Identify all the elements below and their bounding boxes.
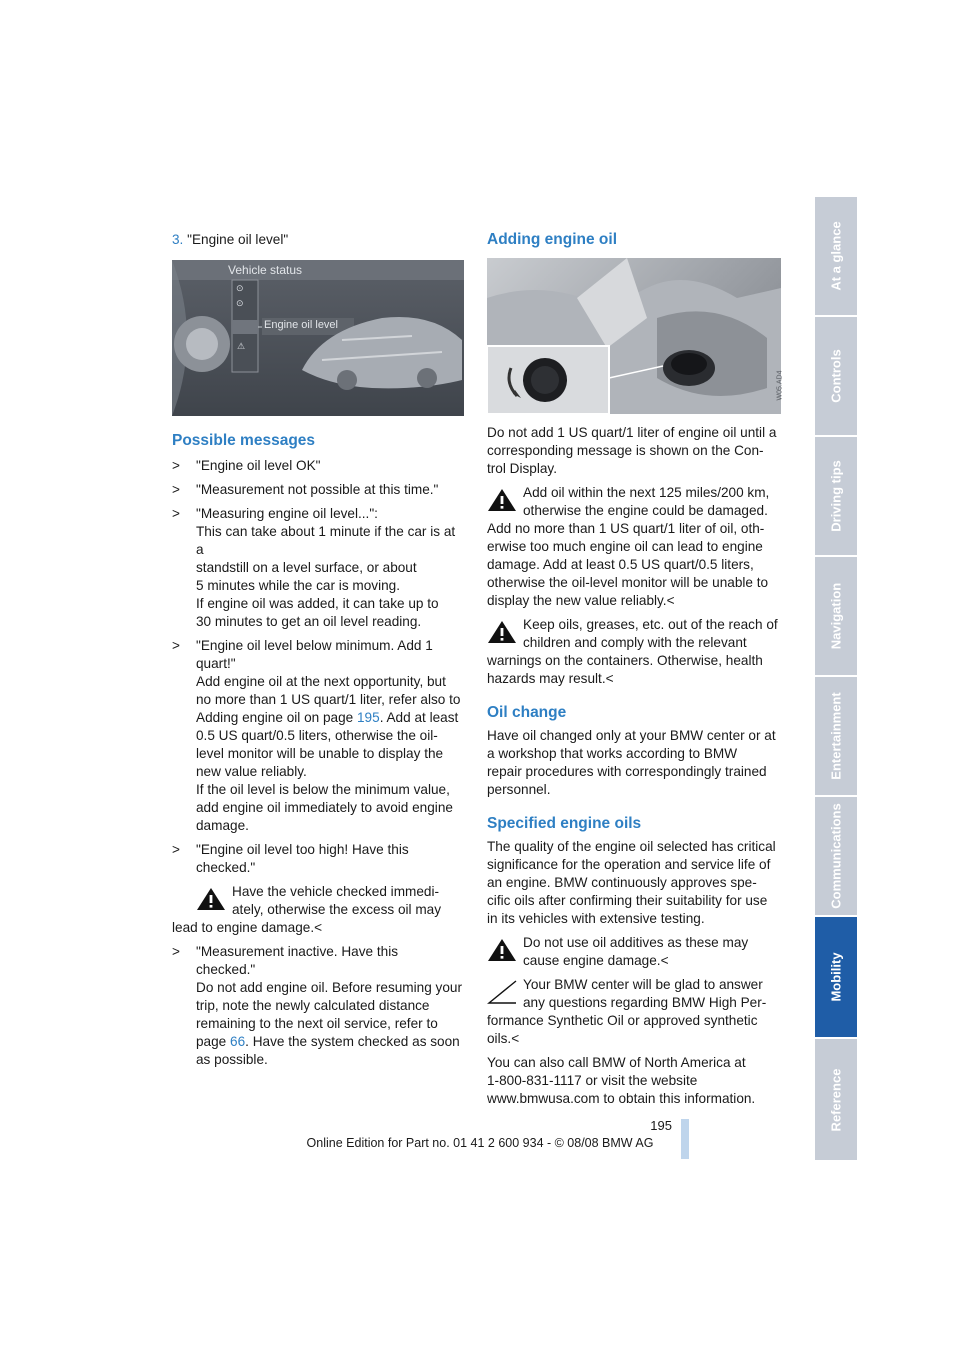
- page-link-66[interactable]: 66: [230, 1034, 246, 1049]
- svg-text:⊙: ⊙: [236, 284, 244, 294]
- body-line: corresponding message is shown on the Con-: [487, 443, 764, 458]
- svg-text:⚠: ⚠: [237, 342, 246, 352]
- message-line: "Measuring engine oil level...":: [196, 506, 378, 521]
- bullet-mark: >: [172, 458, 180, 473]
- tab-label: Driving tips: [828, 460, 844, 532]
- warning-line: [487, 670, 781, 688]
- message-line: trip, note the newly calculated distance: [196, 998, 430, 1013]
- message-item-inactive: [172, 943, 464, 1069]
- tab-driving-tips[interactable]: [815, 437, 857, 557]
- note-text: oils.: [487, 1031, 512, 1046]
- body-line: cific oils after confirming their suitability for use: [487, 893, 768, 908]
- note-line: [487, 1030, 781, 1048]
- message-line: Do not add engine oil. Before resuming your: [196, 980, 462, 995]
- warning-block: [196, 883, 464, 919]
- message-line: add engine oil immediately to avoid engine: [196, 800, 453, 815]
- right-column-body: [487, 424, 781, 1108]
- warning-triangle-icon: [487, 488, 517, 512]
- message-text: . Add at least: [379, 710, 459, 725]
- warning-triangle-icon: [487, 938, 517, 962]
- right-column-header: [487, 231, 781, 249]
- message-item-too-high: [172, 841, 464, 919]
- end-mark: <: [666, 593, 675, 608]
- note-arrow-icon: [487, 980, 517, 1004]
- tab-label: Controls: [828, 349, 844, 403]
- message-text: . Have the system checked as soon: [245, 1034, 460, 1049]
- possible-messages-heading: Possible messages: [172, 432, 316, 449]
- message-line: "Measurement not possible at this time.": [196, 482, 439, 497]
- chapter-tabs: [815, 197, 857, 1160]
- screen-highlight-label: Engine oil level: [264, 319, 338, 331]
- message-line: standstill on a level surface, or about: [196, 560, 417, 575]
- warning-line: otherwise the engine could be damaged.: [523, 503, 768, 518]
- left-column-body: [172, 432, 464, 1069]
- warning-triangle-icon: [487, 620, 517, 644]
- footer-text: Online Edition for Part no. 01 41 2 600 934 - © 08/08 BMW AG: [306, 1136, 654, 1150]
- message-line: If the oil level is below the minimum value,: [196, 782, 450, 797]
- body-line: 1-800-831-1117 or visit the website: [487, 1073, 698, 1088]
- engine-bay-graphic: [487, 258, 781, 414]
- note-line: Your BMW center will be glad to answer: [523, 977, 763, 992]
- note-line: any questions regarding BMW High Per-: [523, 995, 767, 1010]
- message-text: page: [196, 1034, 231, 1049]
- message-line: [196, 1033, 464, 1051]
- end-mark: <: [605, 671, 614, 686]
- warning-block: [487, 616, 781, 652]
- warning-line: children and comply with the relevant: [523, 635, 747, 650]
- warning-line: erwise too much engine oil can lead to engine: [487, 539, 763, 554]
- tab-label: Communications: [828, 803, 844, 909]
- message-item-below-minimum: [172, 637, 464, 835]
- warning-line: Add no more than 1 US quart/1 liter of oil, oth-: [487, 521, 765, 536]
- warning-line: [487, 952, 781, 970]
- warning-text: cause engine damage.: [523, 953, 661, 968]
- tab-label: Reference: [828, 1068, 844, 1131]
- message-line: 0.5 US quart/0.5 liters, otherwise the oil-: [196, 728, 438, 743]
- body-line: Have oil changed only at your BMW center or at: [487, 728, 776, 743]
- oil-change-heading: Oil change: [487, 704, 567, 721]
- item-3-number: 3.: [172, 232, 184, 247]
- bullet-mark: >: [172, 842, 180, 857]
- message-line: "Engine oil level too high! Have this: [196, 842, 409, 857]
- body-line: a workshop that works according to BMW: [487, 746, 738, 761]
- bullet-mark: >: [172, 506, 180, 521]
- message-line: remaining to the next oil service, refer to: [196, 1016, 438, 1031]
- warning-line: [172, 919, 464, 937]
- warning-line: Add oil within the next 125 miles/200 km,: [523, 485, 770, 500]
- message-line: no more than 1 US quart/1 liter, refer also to: [196, 692, 461, 707]
- message-line: If engine oil was added, it can take up to: [196, 596, 439, 611]
- message-line: quart!": [196, 656, 236, 671]
- warning-line: Have the vehicle checked immedi-: [232, 884, 440, 899]
- tab-at-a-glance[interactable]: [815, 197, 857, 317]
- message-line: This can take about 1 minute if the car is at a: [196, 524, 456, 557]
- body-line: personnel.: [487, 782, 551, 797]
- warning-line: Keep oils, greases, etc. out of the reach of: [523, 617, 778, 632]
- body-line: trol Display.: [487, 461, 557, 476]
- warning-text: lead to engine damage.: [172, 920, 315, 935]
- message-line: as possible.: [196, 1052, 268, 1067]
- warning-block: [487, 484, 781, 520]
- adding-engine-oil-heading: Adding engine oil: [487, 231, 618, 248]
- page-link-195[interactable]: 195: [357, 710, 380, 725]
- left-column: [172, 231, 464, 249]
- note-block: [487, 976, 781, 1012]
- message-line: Add engine oil at the next opportunity, but: [196, 674, 446, 689]
- warning-triangle-icon: [196, 887, 226, 911]
- tab-mobility[interactable]: [815, 917, 857, 1039]
- tab-controls[interactable]: [815, 317, 857, 437]
- body-line: an engine. BMW continuously approves spe-: [487, 875, 757, 890]
- vehicle-status-graphic: [172, 260, 464, 416]
- message-line: "Measurement inactive. Have this: [196, 944, 399, 959]
- tab-label: Mobility: [828, 952, 844, 1002]
- tab-label: Navigation: [828, 582, 844, 650]
- message-item: [172, 505, 464, 631]
- tab-communications[interactable]: [815, 797, 857, 917]
- vehicle-status-screen: [172, 260, 464, 416]
- engine-oil-cap-photo: [487, 258, 784, 414]
- body-line: The quality of the engine oil selected has critical: [487, 839, 776, 854]
- svg-text:⊙: ⊙: [236, 299, 244, 309]
- warning-text: display the new value reliably.: [487, 593, 667, 608]
- body-line: in its vehicles with extensive testing.: [487, 911, 705, 926]
- body-line: Do not add 1 US quart/1 liter of engine oil until a: [487, 425, 777, 440]
- warning-line: Do not use oil additives as these may: [523, 935, 749, 950]
- message-line: 30 minutes to get an oil level reading.: [196, 614, 422, 629]
- page-number: 195: [650, 1118, 672, 1133]
- warning-text: hazards may result.: [487, 671, 606, 686]
- body-line: significance for the operation and service life of: [487, 857, 771, 872]
- tab-navigation[interactable]: [815, 557, 857, 677]
- end-mark: <: [314, 920, 323, 935]
- warning-block: [487, 934, 781, 970]
- end-mark: <: [511, 1031, 520, 1046]
- warning-line: damage. Add at least 0.5 US quart/0.5 liters,: [487, 557, 754, 572]
- specified-engine-oils-heading: Specified engine oils: [487, 815, 642, 832]
- message-line: checked.": [196, 962, 256, 977]
- tab-label: Entertainment: [828, 692, 844, 780]
- message-line: checked.": [196, 860, 256, 875]
- tab-label: At a glance: [828, 221, 844, 291]
- screen-header: Vehicle status: [228, 263, 303, 277]
- item-3: [172, 231, 464, 249]
- message-line: damage.: [196, 818, 249, 833]
- warning-line: [487, 592, 781, 610]
- bullet-mark: >: [172, 944, 180, 959]
- bullet-mark: >: [172, 638, 180, 653]
- tab-entertainment[interactable]: [815, 677, 857, 797]
- end-mark: <: [660, 953, 669, 968]
- message-item: [172, 457, 464, 475]
- warning-line: otherwise the oil-level monitor will be unable to: [487, 575, 769, 590]
- warning-line: ately, otherwise the excess oil may: [232, 902, 442, 917]
- message-text: Adding engine oil on page: [196, 710, 357, 725]
- message-line: level monitor will be unable to display the: [196, 746, 444, 761]
- message-line: 5 minutes while the car is moving.: [196, 578, 400, 593]
- message-line: new value reliably.: [196, 764, 307, 779]
- body-line: repair procedures with correspondingly trained: [487, 764, 767, 779]
- bullet-mark: >: [172, 482, 180, 497]
- message-line: "Engine oil level below minimum. Add 1: [196, 638, 433, 653]
- message-line: [196, 709, 464, 727]
- message-line: "Engine oil level OK": [196, 458, 321, 473]
- body-line: www.bmwusa.com to obtain this information.: [487, 1091, 756, 1106]
- note-line: formance Synthetic Oil or approved synthetic: [487, 1013, 758, 1028]
- warning-line: warnings on the containers. Otherwise, health: [487, 653, 763, 668]
- body-line: You can also call BMW of North America at: [487, 1055, 746, 1070]
- photo-code: W05.AD4: [776, 370, 784, 401]
- message-item: [172, 481, 464, 499]
- item-3-text: "Engine oil level": [187, 232, 289, 247]
